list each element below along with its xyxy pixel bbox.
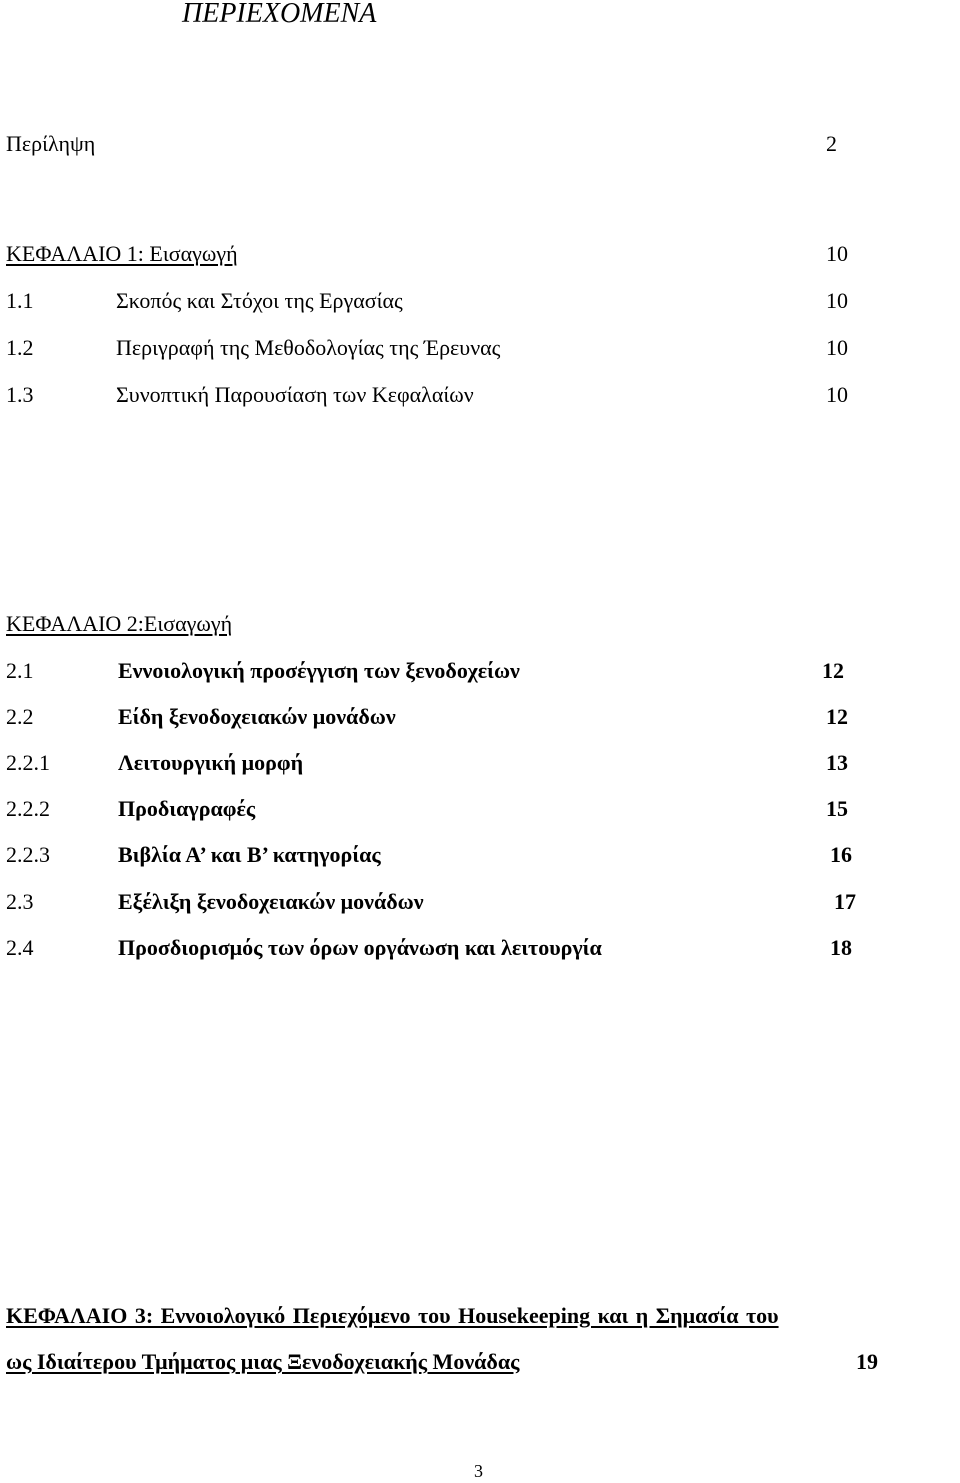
toc-entry-page: 12	[822, 658, 844, 683]
toc-entry-title: Συνοπτική Παρουσίαση των Κεφαλαίων	[116, 382, 474, 407]
toc-entry-page: 15	[826, 796, 848, 821]
toc-entry-title: Εξέλιξη ξενοδοχειακών μονάδων	[118, 889, 424, 914]
toc-entry-num: 2.2.1	[6, 750, 50, 775]
page-number: 3	[474, 1461, 483, 1481]
toc-entry-title: Είδη ξενοδοχειακών μονάδων	[118, 704, 396, 729]
toc-entry-num: 1.2	[6, 335, 34, 360]
toc-entry-num: 2.3	[6, 889, 34, 914]
toc-entry-num: 2.2.3	[6, 842, 50, 867]
toc-entry-title: Προσδιορισμός των όρων οργάνωση και λειτουργία	[118, 935, 602, 960]
toc-entry-page: 12	[826, 704, 848, 729]
summary-page: 2	[826, 131, 837, 156]
toc-entry-page: 10	[826, 288, 848, 313]
toc-entry-page: 16	[830, 842, 852, 867]
toc-entry-title: Περιγραφή της Μεθοδολογίας της Έρευνας	[116, 335, 501, 360]
toc-entry-page: 10	[826, 382, 848, 407]
toc-entry-num: 2.2	[6, 704, 34, 729]
chapter-2-heading: ΚΕΦΑΛΑΙΟ 2:Εισαγωγή	[6, 611, 233, 636]
chapter-3-heading-line1: ΚΕΦΑΛΑΙΟ 3: Εννοιολογικό Περιεχόμενο του Housekeeping και η Σημασία του	[6, 1303, 779, 1328]
toc-entry-num: 1.1	[6, 288, 34, 313]
toc-entry-title: Βιβλία Α’ και Β’ κατηγορίας	[118, 842, 381, 867]
toc-entry-num: 1.3	[6, 382, 34, 407]
chapter-3-page: 19	[856, 1349, 878, 1374]
toc-entry-page: 13	[826, 750, 848, 775]
toc-entry-page: 18	[830, 935, 852, 960]
toc-entry-page: 17	[834, 889, 856, 914]
chapter-1-heading: ΚΕΦΑΛΑΙΟ 1: Εισαγωγή	[6, 241, 238, 266]
toc-entry-title: Προδιαγραφές	[118, 796, 256, 821]
chapter-1-page: 10	[826, 241, 848, 266]
toc-entry-title: Εννοιολογική προσέγγιση των ξενοδοχείων	[118, 658, 520, 683]
toc-entry-num: 2.2.2	[6, 796, 50, 821]
toc-title: ΠΕΡΙΕΧΟΜΕΝΑ	[182, 0, 377, 29]
toc-entry-title: Σκοπός και Στόχοι της Εργασίας	[116, 288, 403, 313]
chapter-3-heading-line2: ως Ιδιαίτερου Τμήματος μιας Ξενοδοχειακής Μονάδας	[6, 1349, 520, 1374]
toc-entry-num: 2.4	[6, 935, 34, 960]
toc-entry-title: Λειτουργική μορφή	[118, 750, 304, 775]
summary-label: Περίληψη	[6, 131, 96, 156]
toc-entry-num: 2.1	[6, 658, 34, 683]
toc-entry-page: 10	[826, 335, 848, 360]
